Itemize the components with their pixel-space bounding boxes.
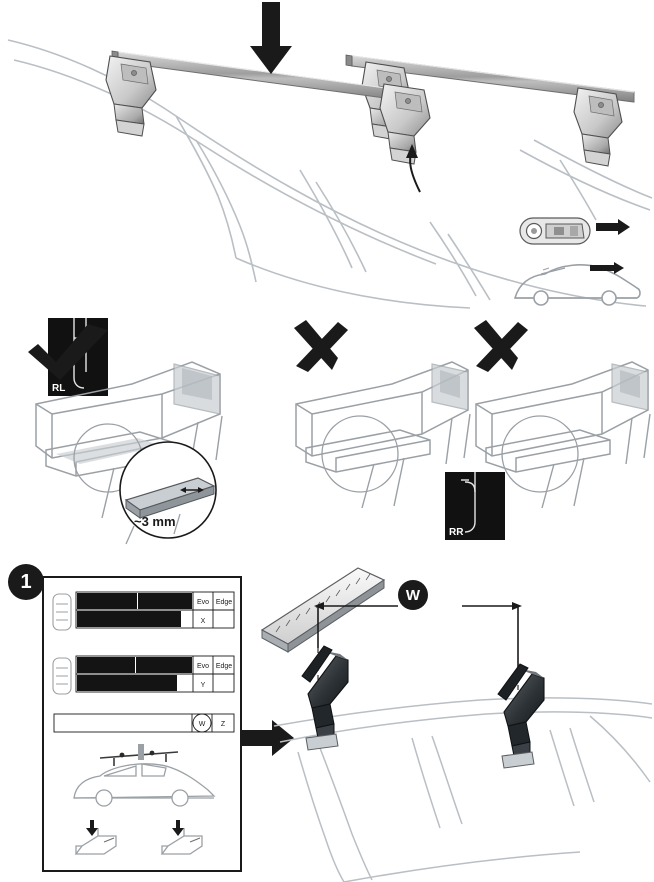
panel-gap-check: [0, 318, 654, 550]
fit-table-w: [52, 710, 236, 736]
car-with-load-illustration: [60, 740, 230, 812]
fit-guide-card: [42, 576, 242, 872]
check-mark: [28, 324, 108, 380]
gap-dimension-label: ~3 mm: [134, 514, 176, 529]
foot-left-installed: [302, 646, 348, 750]
measuring-ruler: [262, 568, 384, 652]
roof-overview-drawing: [0, 0, 654, 310]
foot-detail-right: [154, 816, 214, 864]
thumb-rear-left-label: RL: [52, 383, 66, 394]
svg-text:Edge: Edge: [215, 599, 233, 606]
variant-correct: [22, 318, 237, 550]
cross-mark: [294, 320, 348, 372]
car-direction-arrow: [590, 262, 624, 274]
thumb-rear-right-label: RR: [449, 527, 464, 538]
step-number-badge: 1: [8, 564, 44, 600]
key-icon: [520, 218, 590, 244]
svg-text:Evo: Evo: [196, 599, 210, 606]
svg-text:X: X: [200, 618, 206, 625]
width-badge: W: [398, 580, 428, 610]
svg-text:Y: Y: [200, 682, 206, 689]
fit-table-bottom: [52, 654, 236, 698]
foot-right-installed: [498, 664, 544, 768]
svg-text:W: W: [198, 721, 206, 728]
car-side-icon: [515, 265, 640, 305]
svg-text:Evo: Evo: [196, 663, 210, 670]
key-direction-arrow: [596, 219, 630, 235]
foot-detail-left: [68, 816, 128, 864]
variant-wrong-1: [282, 318, 472, 508]
cross-mark: [474, 320, 528, 372]
svg-text:Edge: Edge: [215, 663, 233, 670]
variant-wrong-2: [462, 318, 652, 508]
svg-text:Z: Z: [220, 721, 226, 728]
width-measure-drawing: [250, 566, 654, 882]
panel-step-1: [0, 556, 654, 882]
fit-table-top: [52, 590, 236, 634]
press-down-arrow: [250, 2, 292, 74]
